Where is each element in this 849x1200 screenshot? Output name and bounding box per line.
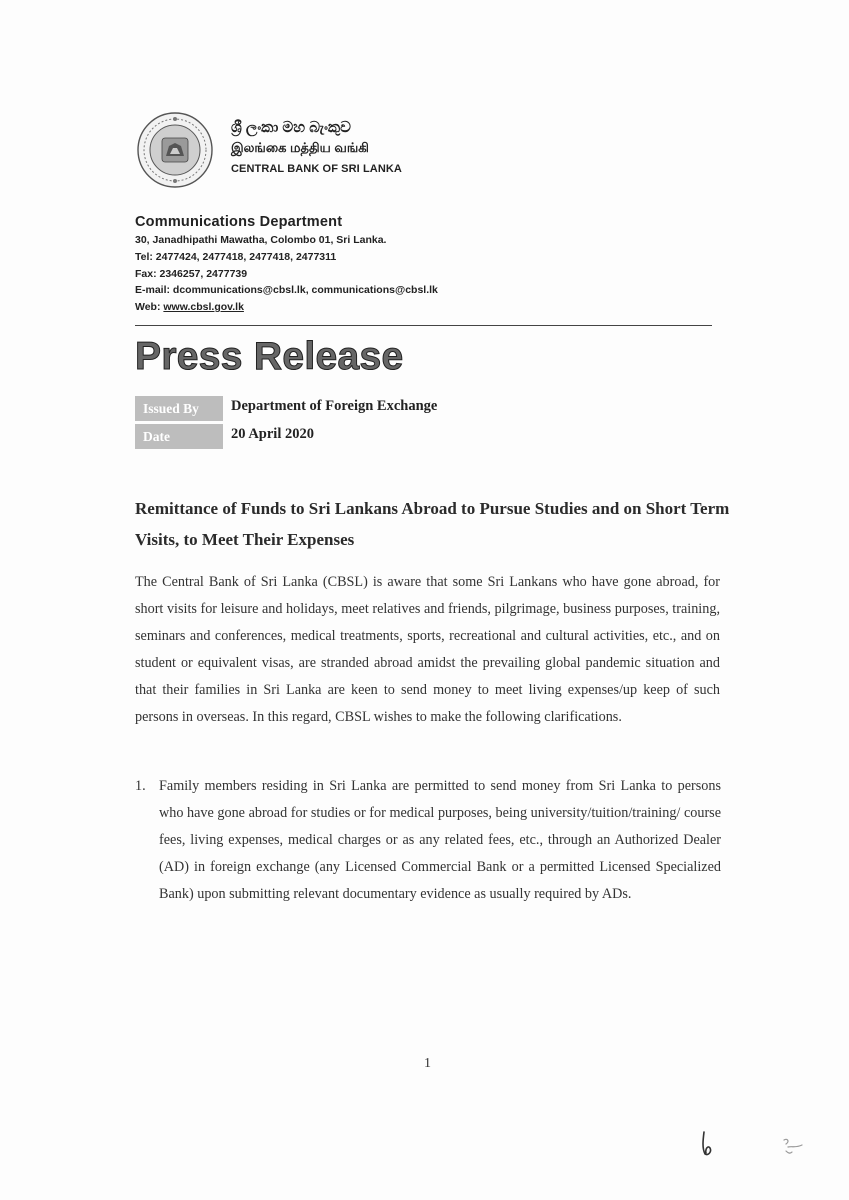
department-title: Communications Department [135, 214, 343, 230]
department-tel: Tel: 2477424, 2477418, 2477418, 2477311 [135, 250, 337, 263]
date-value: 20 April 2020 [231, 426, 314, 442]
cbsl-emblem-icon [133, 110, 217, 190]
department-fax: Fax: 2346257, 2477739 [135, 267, 248, 280]
bank-name-block [231, 118, 402, 180]
issued-by-value: Department of Foreign Exchange [231, 398, 438, 414]
department-address: 30, Janadhipathi Mawatha, Colombo 01, Sri Lanka. [135, 234, 387, 246]
intro-paragraph: The Central Bank of Sri Lanka (CBSL) is aware that some Sri Lankans who have gone abroad, for short visits for leisure and holidays, meet relatives and friends, pilgrimage, business purposes, training, seminars and conferences, medical treatments, sports, recreational and cultural activities, etc., and on student or equivalent visas, are stranded abroad amidst the prevailing global pandemic situation and that their families in Sri Lanka are keen to send money to meet living expenses/up keep of such persons in overseas. In this regard, CBSL wishes to make the following clarifications. [135, 574, 720, 725]
bank-name-tamil: இலங்கை மத்திய வங்கி [231, 140, 369, 155]
page-number: 1 [424, 1056, 431, 1071]
handwritten-initial-mark [700, 1130, 720, 1158]
department-web [135, 299, 438, 316]
handwritten-scribble-mark [778, 1135, 808, 1159]
list-item-number: 1. [135, 778, 146, 794]
issued-by-label: Issued By [135, 396, 223, 421]
web-link[interactable]: www.cbsl.gov.lk [163, 301, 244, 314]
press-release-title: Press Release [135, 335, 404, 378]
article-heading: Remittance of Funds to Sri Lankans Abroad to Pursue Studies and on Short Term Visits, to Meet Their Expenses [135, 499, 730, 549]
bank-name-sinhala: ශ්‍රී ලංකා මහ බැංකුව [231, 119, 351, 136]
bank-name-english: CENTRAL BANK OF SRI LANKA [231, 163, 402, 175]
web-label: Web: [135, 301, 164, 314]
date-label: Date [135, 424, 223, 449]
department-email: E-mail: dcommunications@cbsl.lk, communications@cbsl.lk [135, 284, 438, 297]
header-divider [135, 325, 712, 326]
list-item-text: Family members residing in Sri Lanka are permitted to send money from Sri Lanka to persons who have gone abroad for studies or for medical purposes, being university/tuition/training/ course fees, living expenses, medical charges or as any related fees, etc., through an Authorized Dealer (AD) in foreign exchange (any Licensed Commercial Bank or a permitted Licensed Specialized Bank) upon submitting relevant documentary evidence as usually required by ADs. [159, 778, 721, 902]
department-contact [135, 212, 438, 316]
